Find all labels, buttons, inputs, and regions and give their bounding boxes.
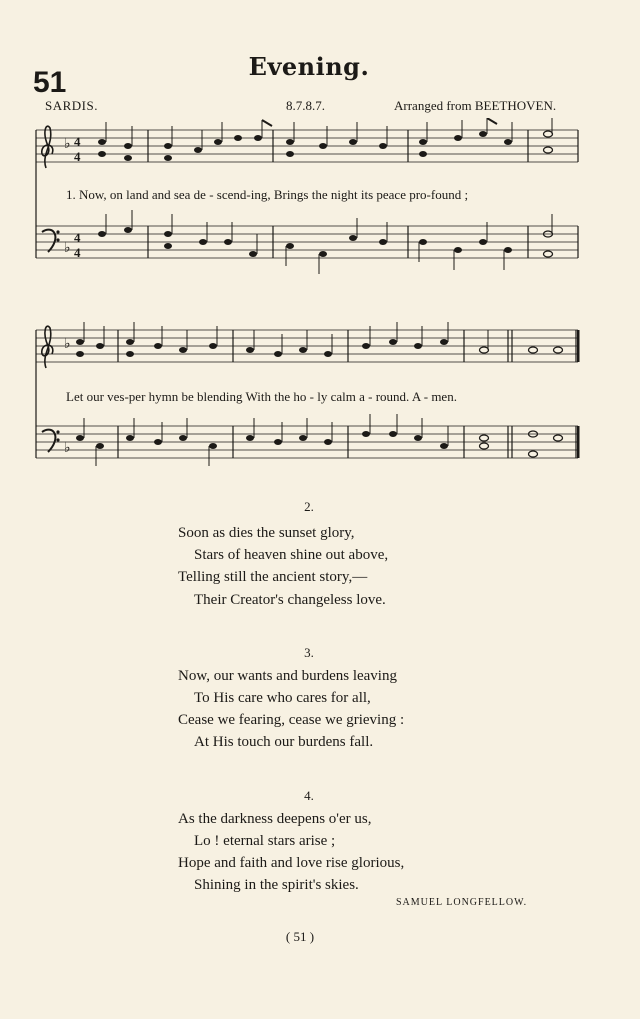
svg-text:4: 4	[74, 245, 81, 260]
verse-line: Soon as dies the sunset glory,	[178, 525, 355, 541]
tune-name: SARDIS.	[45, 98, 98, 113]
arranger-credit: Arranged from BEETHOVEN.	[394, 98, 557, 113]
meter: 8.7.8.7.	[286, 98, 325, 113]
author-credit: SAMUEL LONGFELLOW.	[396, 897, 528, 908]
flat-sign-icon: ♭	[64, 440, 71, 456]
verse-line: Lo ! eternal stars arise ;	[194, 833, 336, 849]
hymn-title: Evening.	[248, 52, 370, 81]
verse-line: As the darkness deepens o'er us,	[178, 811, 372, 827]
bass-clef-icon	[42, 230, 60, 252]
verse-line: At His touch our burdens fall.	[194, 734, 374, 750]
verse-line: To His care who cares for all,	[194, 690, 371, 706]
hymn-number: 51	[33, 66, 67, 99]
svg-text:4: 4	[74, 230, 81, 245]
flat-sign-icon: ♭	[64, 336, 71, 352]
verse-line: Stars of heaven shine out above,	[194, 547, 389, 563]
verse-line: Cease we fearing, cease we grieving :	[178, 712, 405, 728]
stanza-number: 2.	[304, 499, 314, 514]
stanza-number: 3.	[304, 645, 314, 660]
flat-sign-icon: ♭	[64, 240, 71, 256]
svg-text:4: 4	[74, 134, 81, 149]
page-number: ( 51 )	[285, 929, 315, 944]
flat-sign-icon: ♭	[64, 136, 71, 152]
verse-line: Their Creator's changeless love.	[194, 592, 386, 608]
verse-line: Now, our wants and burdens leaving	[178, 668, 397, 684]
bass-clef-icon	[42, 430, 60, 452]
music-lyric-line-2: Let our ves-per hymn be blending With the ho - ly calm a - round. A - men.	[66, 389, 457, 404]
music-lyric-line-1: 1. Now, on land and sea de - scend-ing, Brings the night its peace pro-found ;	[66, 187, 469, 202]
verse-line: Shining in the spirit's skies.	[194, 877, 359, 893]
svg-text:4: 4	[74, 149, 81, 164]
verse-line: Hope and faith and love rise glorious,	[178, 855, 405, 871]
stanza-number: 4.	[304, 788, 314, 803]
verse-line: Telling still the ancient story,—	[178, 569, 368, 585]
